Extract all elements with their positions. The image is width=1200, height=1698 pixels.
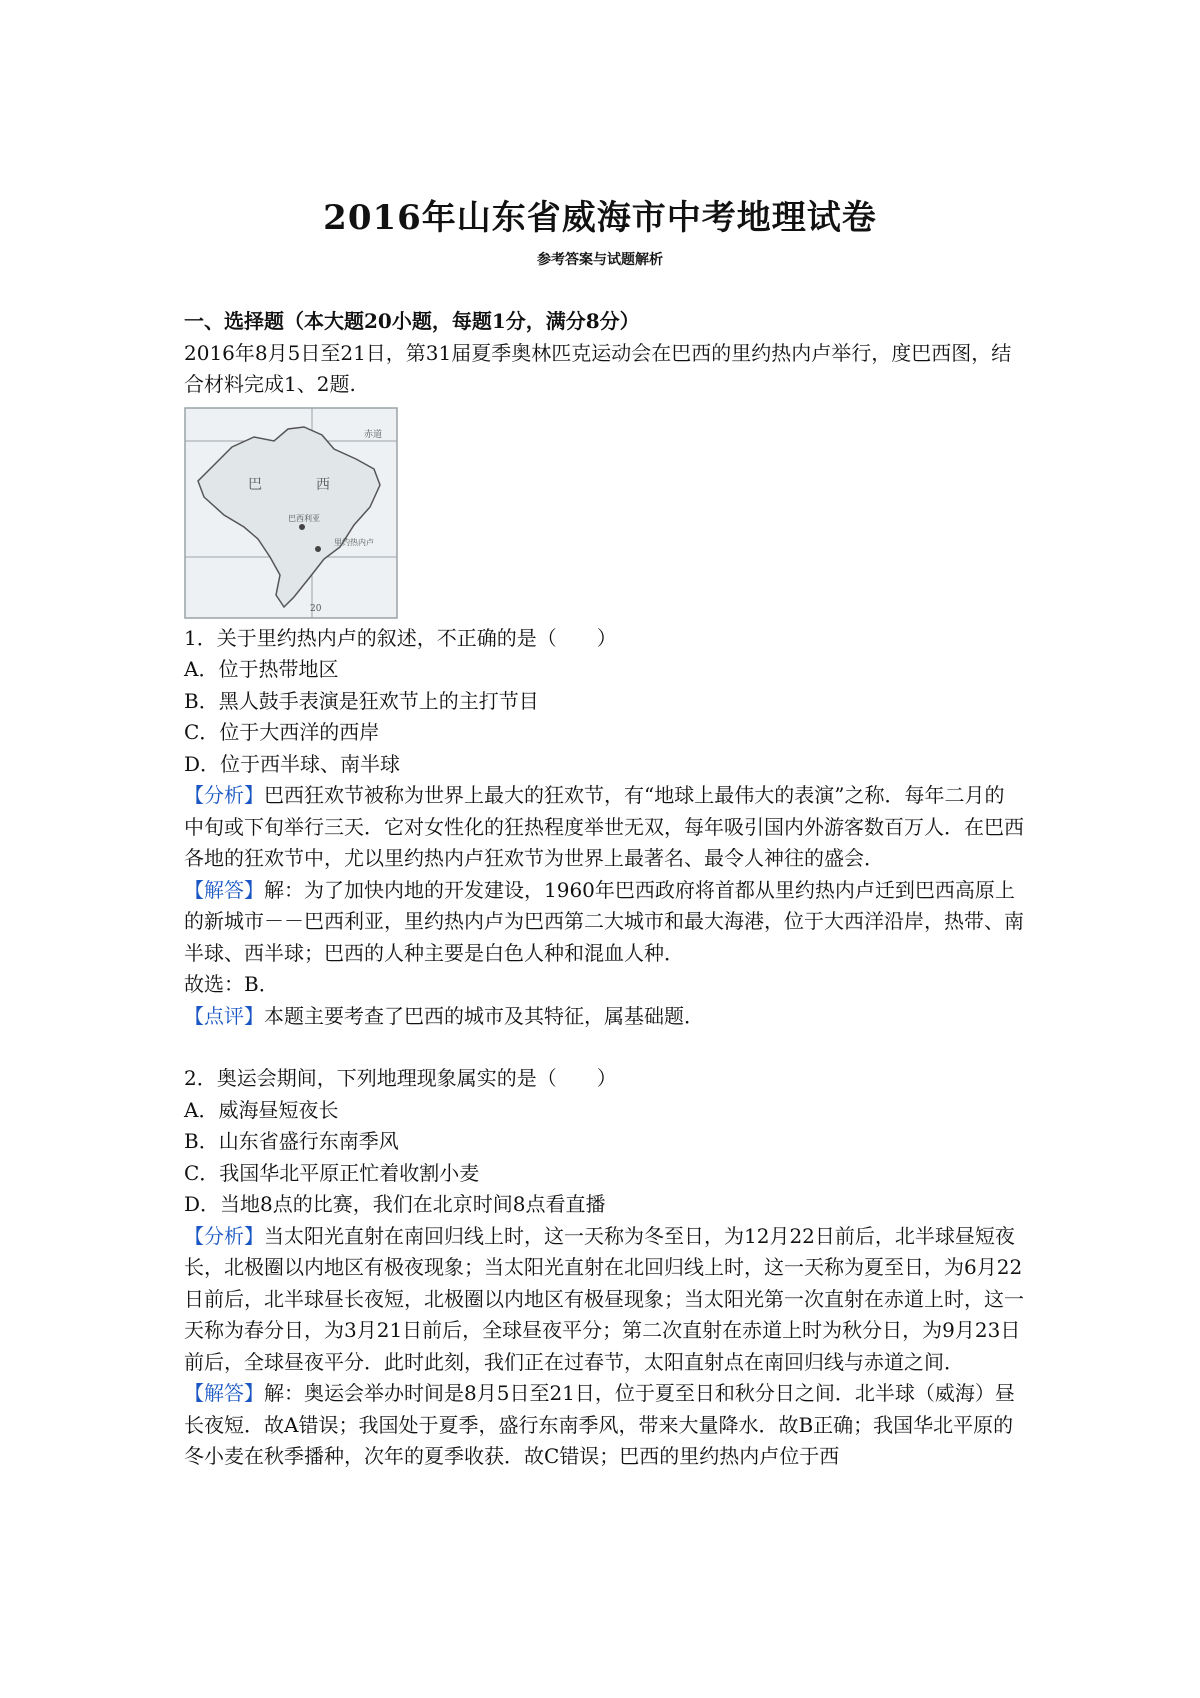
q1-comment-tag: 【点评】: [184, 1003, 264, 1028]
q1-answer-tag: 【解答】: [184, 877, 264, 902]
map-label-xi: 西: [316, 476, 330, 493]
q1-analysis-tag: 【分析】: [184, 783, 264, 807]
q1-choice: 故选：B．: [184, 972, 279, 996]
q2-option-c: C．我国华北平原正忙着收割小麦: [184, 1160, 480, 1185]
q2-answer: [184, 1378, 1024, 1473]
document-body: [184, 306, 1024, 1473]
map-label-brasilia: 巴西利亚: [288, 513, 320, 523]
page-title: 2016年山东省威海市中考地理试卷: [323, 198, 877, 238]
q1-answer: [184, 875, 1024, 970]
section-heading: 一、选择题（本大题20小题，每题1分，满分8分）: [184, 309, 640, 333]
q2-option-b: B．山东省盛行东南季风: [184, 1129, 399, 1153]
q2-stem: 2．奥运会期间，下列地理现象属实的是（ ）: [184, 1066, 617, 1090]
q1-option-d: D．位于西半球、南半球: [184, 751, 401, 776]
q2-analysis-text: 当太阳光直射在南回归线上时，这一天称为冬至日，为12月22日前后，北半球昼短夜长，北极圈以内地区有极夜现象；当太阳光直射在北回归线上时，这一天称为夏至日，为6月22日前后，北半球昼长夜短，北极圈以内地区有极昼现象；当太阳光第一次直射在赤道上时，这一天称为春分日，为3月21日前后，全球昼夜平分；第二次直射在赤道上时为秋分日，为9月23日前后，全球昼夜平分．此时此刻，我们正在过春节，太阳直射点在南回归线与赤道之间．: [184, 1223, 1024, 1374]
q2-option-d: D．当地8点的比赛，我们在北京时间8点看直播: [184, 1192, 606, 1216]
q1-answer-text: 解：为了加快内地的开发建设，1960年巴西政府将首都从里约热内卢迁到巴西高原上的新城市－－巴西利亚，里约热内卢为巴西第二大城市和最大海港，位于大西洋沿岸，热带、南半球、西半球；巴西的人种主要是白色人种和混血人种．: [184, 877, 1024, 965]
q1-stem: 1．关于里约热内卢的叙述，不正确的是（ ）: [184, 625, 617, 650]
q1-option-c: C．位于大西洋的西岸: [184, 720, 380, 744]
map-label-degree: 20: [310, 603, 322, 614]
q2-answer-text: 解：奥运会举办时间是8月5日至21日，位于夏至日和秋分日之间．北半球（威海）昼长夜短．故A错误；我国处于夏季，盛行东南季风，带来大量降水．故B正确；我国华北平原的冬小麦在秋季播种，次年的夏季收获．故C错误；巴西的里约热内卢位于西: [184, 1381, 1015, 1468]
q2-analysis: [184, 1221, 1024, 1379]
map-label-ba: 巴: [248, 476, 262, 493]
q1-option-a: A．位于热带地区: [184, 657, 339, 681]
q1-analysis: [184, 780, 1024, 875]
q1-comment: [184, 1001, 1024, 1033]
q1-option-b: B．黑人鼓手表演是狂欢节上的主打节目: [184, 688, 539, 713]
q2-answer-tag: 【解答】: [184, 1381, 264, 1405]
page-subtitle: 参考答案与试题解析: [537, 252, 663, 268]
q1-analysis-text: 巴西狂欢节被称为世界上最大的狂欢节，有“地球上最伟大的表演”之称．每年二月的中旬或下旬举行三天．它对女性化的狂热程度举世无双，每年吸引国内外游客数百万人．在巴西各地的狂欢节中，尤以里约热内卢狂欢节为世界上最著名、最令人神往的盛会．: [184, 783, 1024, 870]
brazil-map-image: [184, 407, 398, 619]
section-intro: 2016年8月5日至21日，第31届夏季奥林匹克运动会在巴西的里约热内卢举行，度巴西图，结合材料完成1、2题.: [184, 340, 1012, 396]
q2-analysis-tag: 【分析】: [184, 1223, 264, 1248]
q1-comment-text: 本题主要考查了巴西的城市及其特征，属基础题．: [264, 1003, 704, 1028]
q2-option-a: A．威海昼短夜长: [184, 1097, 339, 1122]
map-label-equator: 赤道: [364, 429, 383, 440]
map-label-rio: 里约热内卢: [334, 537, 374, 547]
